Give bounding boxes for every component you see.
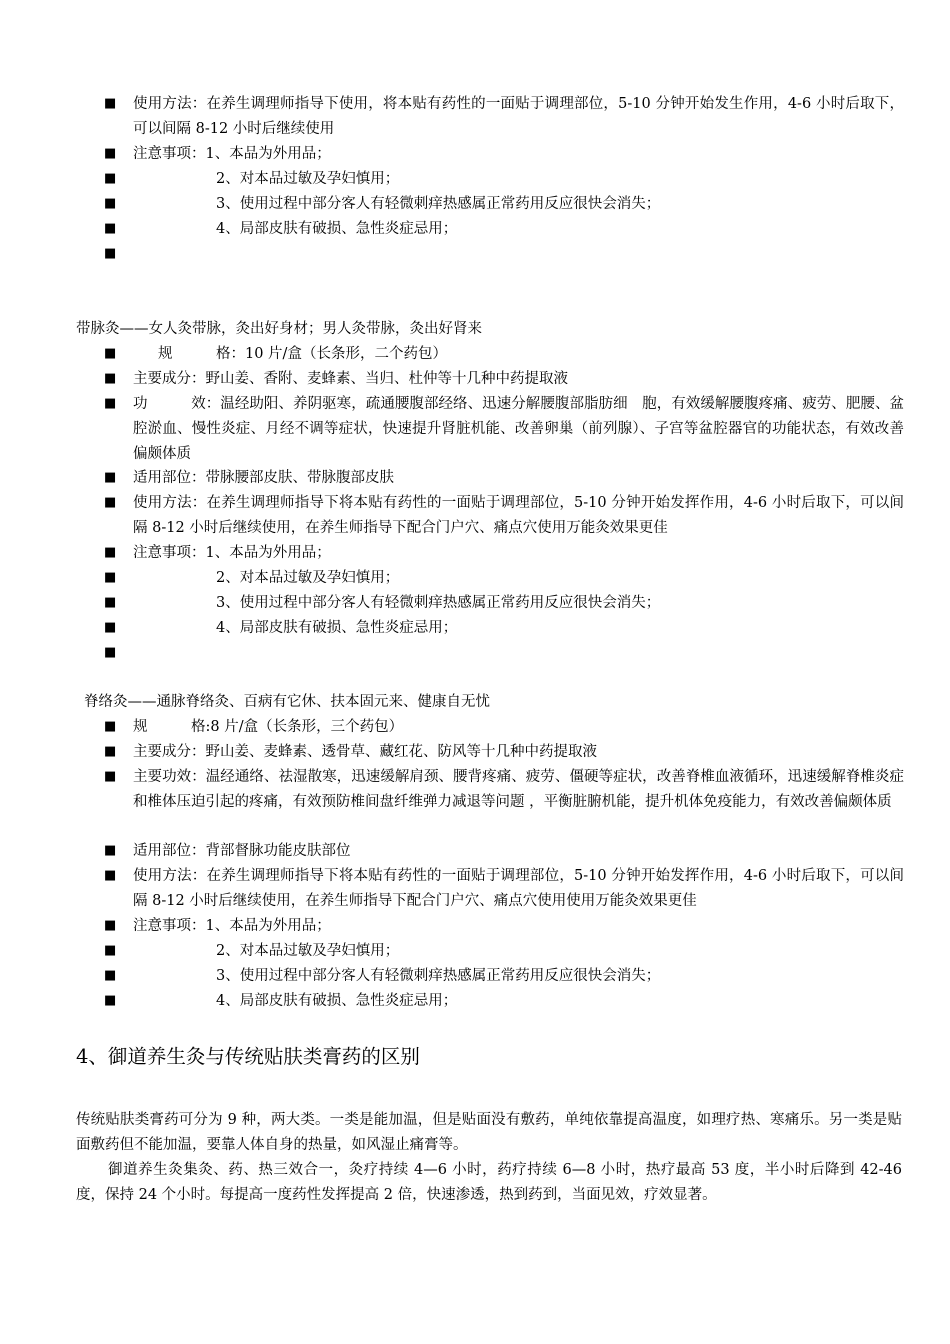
paragraph-traditional: 传统贴肤类膏药可分为 9 种，两大类。一类是能加温，但是贴面没有敷药，单纯依靠提高温度，如理疗热、寒痛乐。另一类是贴面敷药但不能加温，要靠人体自身的热量，如风湿止痛膏等。 [76,1112,902,1153]
list-item [104,616,904,641]
precautions-heading: 注意事项：1、本品为外用品； [133,545,331,561]
precaution-item: 4、局部皮肤有破损、急性炎症忌用； [216,620,458,636]
list-item [104,989,904,1014]
list-item [104,217,904,242]
bullet-icon: ■ [104,769,117,784]
efficacy: 主要功效：温经通络、祛湿散寒，迅速缓解肩颈、腰背疼痛、疲劳、僵硬等症状，改善脊椎血液循环，迅速缓解脊椎炎症和椎体压迫引起的疼痛，有效预防椎间盘纤维弹力减退等问题 ，平衡脏腑机能，提升机体免疫能力，有效改善偏颇体质 [133,769,904,810]
usage-method: 使用方法：在养生调理师指导下使用，将本贴有药性的一面贴于调理部位，5-10 分钟开始发生作用，4-6 小时后取下，可以间隔 8-12 小时后继续使用 [133,96,904,137]
list-item [104,765,904,815]
product-title-daimai: 带脉灸——女人灸带脉，灸出好身材；男人灸带脉，灸出好肾来 [76,321,482,337]
bullet-icon: ■ [104,96,117,111]
precautions-heading: 注意事项：1、本品为外用品； [133,918,331,934]
precaution-item: 4、局部皮肤有破损、急性炎症忌用； [216,221,458,237]
precaution-item: 3、使用过程中部分客人有轻微刺痒热感属正常药用反应很快会消失； [216,595,661,611]
bullet-icon: ■ [104,396,117,411]
list-item [104,142,904,167]
precaution-item: 2、对本品过敏及孕妇慎用； [216,943,400,959]
bullet-icon: ■ [104,620,117,635]
bullet-icon: ■ [104,968,117,983]
precaution-item: 2、对本品过敏及孕妇慎用； [216,171,400,187]
list-item [104,864,904,914]
bullet-icon: ■ [104,221,117,236]
list-item [104,342,904,367]
spec: 规 格:8 片/盒（长条形，三个药包） [133,719,404,735]
bullet-icon: ■ [104,943,117,958]
bullet-icon: ■ [104,470,117,485]
bullet-icon: ■ [104,545,117,560]
bullet-icon: ■ [104,171,117,186]
list-item [104,491,904,541]
precautions-heading: 注意事项：1、本品为外用品； [133,146,331,162]
list-item [104,92,904,142]
list-item [104,466,904,491]
bullet-icon: ■ [104,196,117,211]
spec: 规 格：10 片/盒（长条形，二个药包） [158,346,447,362]
precaution-item: 2、对本品过敏及孕妇慎用； [216,570,400,586]
bullet-icon: ■ [104,570,117,585]
bullet-icon: ■ [104,843,117,858]
bullet-icon: ■ [104,346,117,361]
bullet-icon: ■ [104,595,117,610]
bullet-icon: ■ [104,868,117,883]
section-heading: 4、御道养生灸与传统贴肤类膏药的区别 [76,1045,420,1068]
ingredients: 主要成分：野山姜、麦蜂素、透骨草、藏红花、防风等十几种中药提取液 [133,744,597,760]
precaution-item: 3、使用过程中部分客人有轻微刺痒热感属正常药用反应很快会消失； [216,968,661,984]
precaution-item: 3、使用过程中部分客人有轻微刺痒热感属正常药用反应很快会消失； [216,196,661,212]
list-item [104,566,904,591]
bullet-icon: ■ [104,993,117,1008]
bullet-icon: ■ [104,719,117,734]
usage-method: 使用方法：在养生调理师指导下将本贴有药性的一面贴于调理部位，5-10 分钟开始发挥作用，4-6 小时后取下，可以间隔 8-12 小时后继续使用，在养生师指导下配合门户穴、痛点穴使用万能灸效果更佳 [133,495,904,536]
list-item [104,839,904,864]
ingredients: 主要成分：野山姜、香附、麦蜂素、当归、杜仲等十几种中药提取液 [133,371,568,387]
usage-method: 使用方法：在养生调理师指导下将本贴有药性的一面贴于调理部位，5-10 分钟开始发挥作用，4-6 小时后取下，可以间隔 8-12 小时后继续使用，在养生师指导下配合门户穴、痛点穴使用使用万能灸效果更佳 [133,868,904,909]
bullet-icon: ■ [104,371,117,386]
list-item [104,914,904,939]
efficacy: 功 效：温经助阳、养阴驱寒，疏通腰腹部经络、迅速分解腰腹部脂肪细 胞，有效缓解腰腹疼痛、疲劳、肥腰、盆腔淤血、慢性炎症、月经不调等症状，快速提升肾脏机能、改善卵巢（前列腺）、子宫等盆腔器官的功能状态，有效改善偏颇体质 [133,396,904,462]
application-area: 适用部位：带脉腰部皮肤、带脉腹部皮肤 [133,470,394,486]
list-item [104,192,904,217]
application-area: 适用部位：背部督脉功能皮肤部位 [133,843,351,859]
list-item [104,715,904,740]
list-item [104,591,904,616]
list-item [104,740,904,765]
list-item [104,367,904,392]
list-item [104,392,904,466]
list-item [104,167,904,192]
bullet-icon: ■ [104,918,117,933]
bullet-icon: ■ [104,246,117,261]
bullet-icon: ■ [104,645,117,660]
precaution-item: 4、局部皮肤有破损、急性炎症忌用； [216,993,458,1009]
product-title-jiluo: 脊络灸——通脉脊络灸、百病有它休、扶本固元来、健康自无忧 [84,694,490,710]
list-item [104,939,904,964]
bullet-icon: ■ [104,744,117,759]
paragraph-yudao: 御道养生灸集灸、药、热三效合一，灸疗持续 4—6 小时，药疗持续 6—8 小时，热疗最高 53 度，半小时后降到 42-46 度，保持 24 个小时。每提高一度药性发挥提高 2 倍，快速渗透，热到药到，当面见效，疗效显著。 [76,1162,902,1203]
bullet-icon: ■ [104,146,117,161]
list-item [104,964,904,989]
list-item [104,541,904,566]
bullet-icon: ■ [104,495,117,510]
